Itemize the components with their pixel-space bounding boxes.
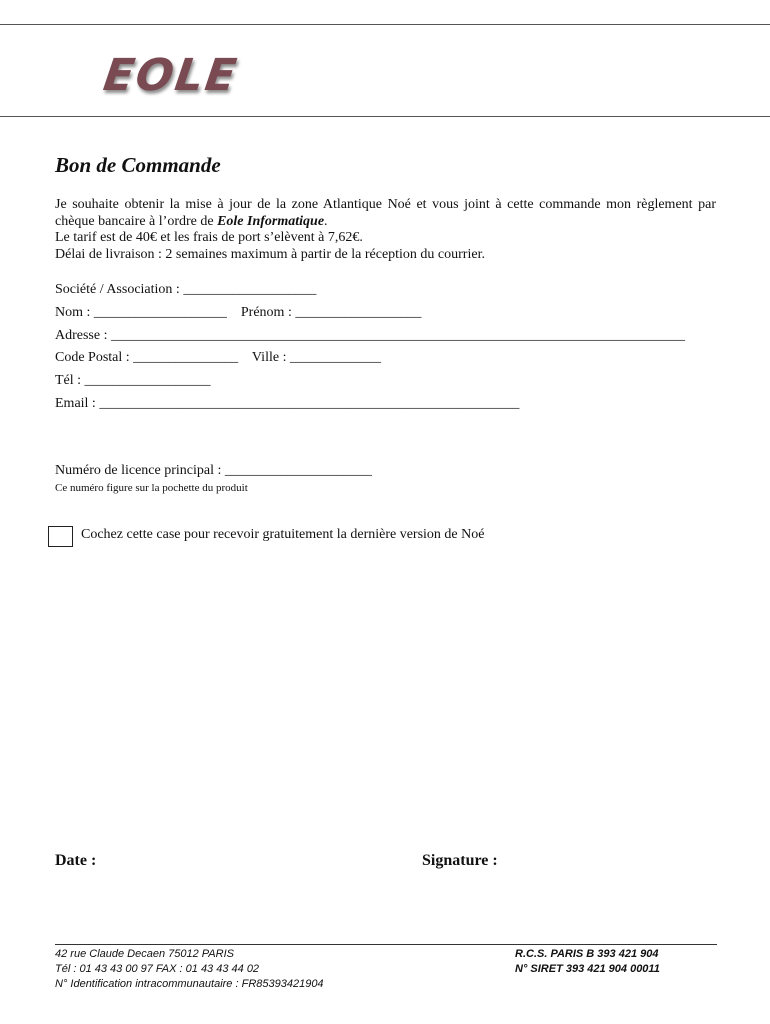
nom-prenom-field[interactable]: Nom : ___________________ Prénom : __________________ — [55, 305, 422, 320]
header-bottom-rule — [0, 116, 770, 117]
intro-price: Le tarif est de 40€ et les frais de port s’elèvent à 7,62€. — [55, 230, 363, 245]
licence-note: Ce numéro figure sur la pochette du produit — [55, 482, 248, 494]
email-field[interactable]: Email : ____________________________________________________________ — [55, 396, 520, 411]
checkbox-label: Cochez cette case pour recevoir gratuitement la dernière version de Noé — [81, 527, 485, 542]
page-title: Bon de Commande — [55, 153, 221, 177]
footer-vat-line: N° Identification intracommunautaire : FR85393421904 — [55, 978, 324, 990]
footer-rcs-line: R.C.S. PARIS B 393 421 904 — [515, 948, 659, 960]
footer-address-line: 42 rue Claude Decaen 75012 PARIS — [55, 948, 234, 960]
company-name: Eole Informatique — [217, 213, 325, 229]
latest-version-checkbox[interactable] — [48, 526, 73, 547]
intro-text — [55, 197, 716, 263]
intro-delivery: Délai de livraison : 2 semaines maximum à partir de la réception du courrier. — [55, 246, 485, 262]
tel-field[interactable]: Tél : __________________ — [55, 373, 211, 388]
footer-address — [55, 947, 324, 992]
intro-p1-start: Je souhaite obtenir la mise à jour de la zone Atlantique Noé et vous joint à cette commande mon règlement par chèque bancaire à l’ordre de — [55, 197, 716, 229]
licence-field[interactable]: Numéro de licence principal : _____________________ — [55, 463, 372, 478]
signature-label: Signature : — [422, 852, 498, 869]
footer-rule — [55, 944, 717, 945]
adresse-field[interactable]: Adresse : __________________________________________________________________________________ — [55, 328, 685, 343]
footer-siret-line: N° SIRET 393 421 904 00011 — [515, 963, 660, 975]
societe-field[interactable]: Société / Association : ___________________ — [55, 282, 317, 297]
code-postal-ville-field[interactable]: Code Postal : _______________ Ville : _____________ — [55, 350, 381, 365]
footer-phone-line: Tél : 01 43 43 00 97 FAX : 01 43 43 44 02 — [55, 963, 260, 975]
intro-p1-end: . — [324, 213, 328, 229]
header-top-rule — [0, 24, 770, 25]
footer-registration — [515, 947, 660, 977]
date-label: Date : — [55, 852, 97, 869]
eole-logo: EOLE — [100, 50, 242, 101]
